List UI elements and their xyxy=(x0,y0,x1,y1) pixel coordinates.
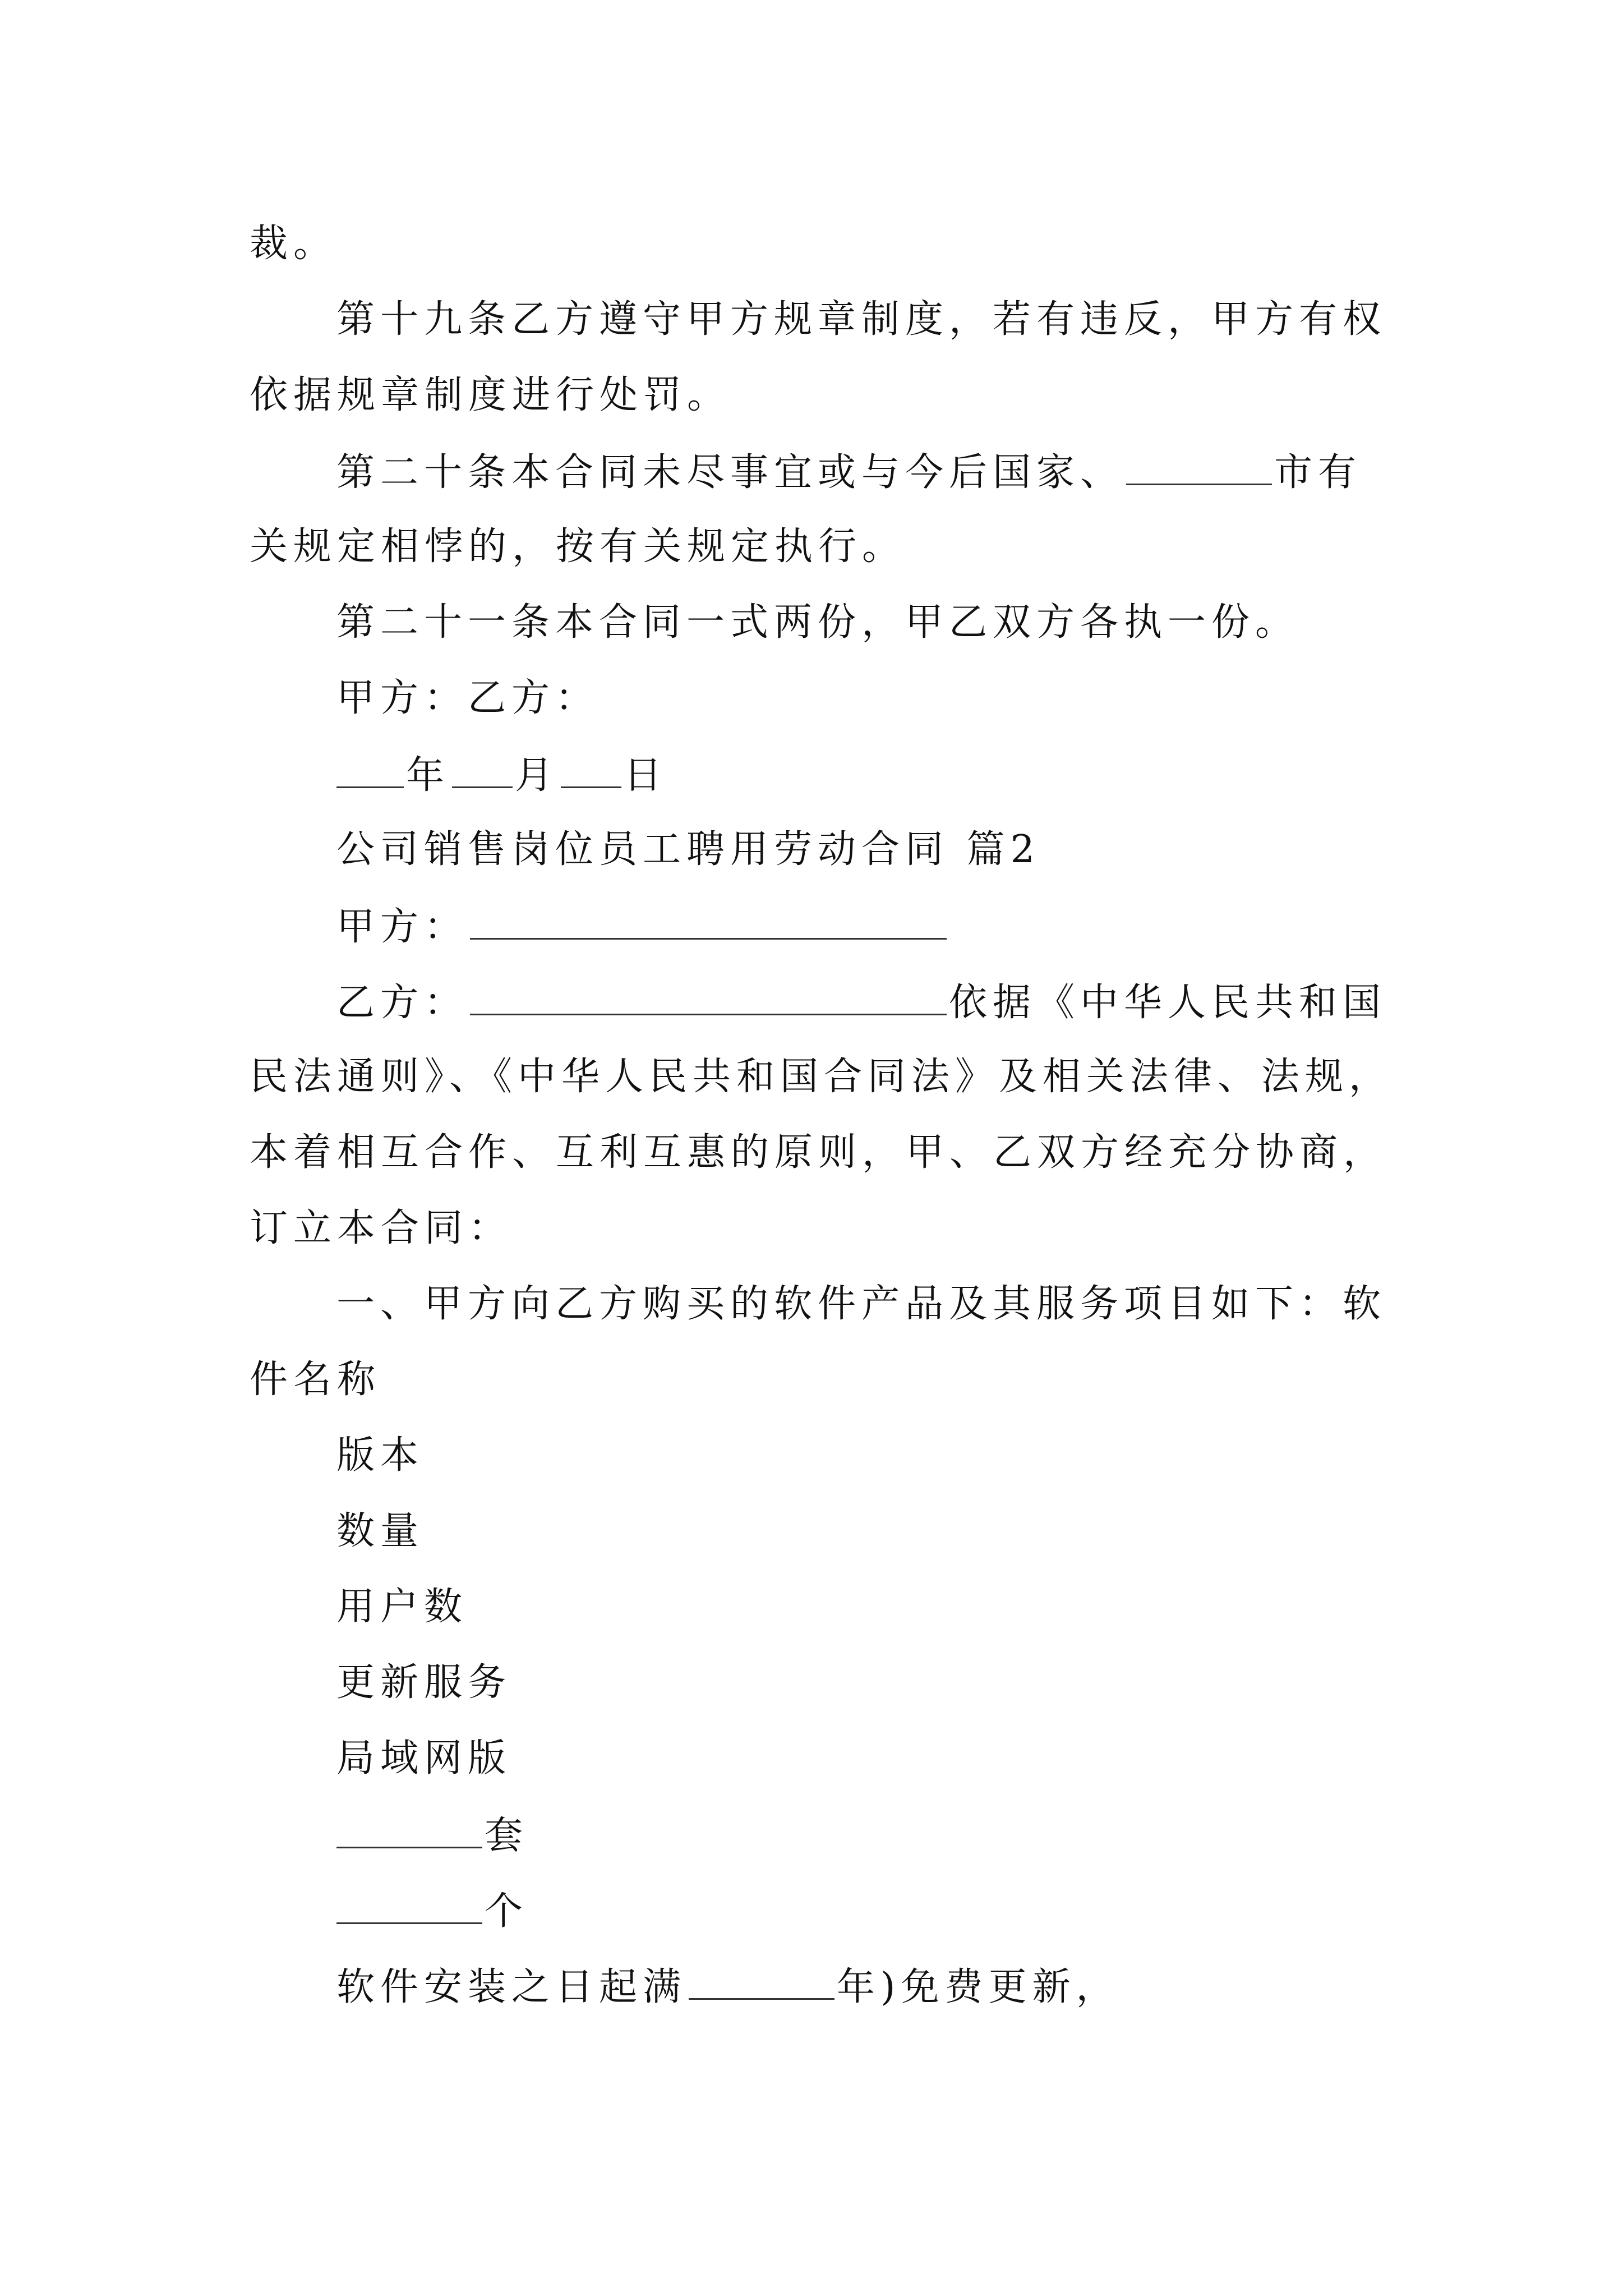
paragraph-line xyxy=(0,903,1623,948)
list-item xyxy=(0,1736,1623,1781)
list-item xyxy=(0,1660,1623,1705)
paragraph-line xyxy=(0,449,1623,494)
set-unit: 套 xyxy=(485,1814,529,1858)
party-a-field[interactable] xyxy=(470,903,947,940)
day-label: 日 xyxy=(624,753,668,798)
paragraph-line xyxy=(0,979,1623,1024)
text: 依据《中华人民共和国 xyxy=(949,981,1387,1025)
update-years-field[interactable] xyxy=(689,1963,834,2000)
text: 关规定相悖的，按有关规定执行。 xyxy=(250,524,906,569)
party-b-label: 乙方： xyxy=(336,981,468,1025)
blank-day-field[interactable] xyxy=(561,752,621,788)
lan-edition-label: 局域网版 xyxy=(336,1736,512,1780)
quantity-field[interactable] xyxy=(336,1812,482,1848)
user-unit: 个 xyxy=(485,1889,529,1934)
month-label: 月 xyxy=(515,753,559,798)
article-21-text: 第二十一条本合同一式两份，甲乙双方各执一份。 xyxy=(336,600,1299,645)
paragraph-line xyxy=(0,1206,1623,1251)
paragraph-line xyxy=(0,297,1623,342)
text: 依据规章制度进行处罚。 xyxy=(250,373,731,417)
blank-month-field[interactable] xyxy=(452,752,513,788)
clause-1-text: 一、甲方向乙方购买的软件产品及其服务项目如下：软 xyxy=(336,1282,1387,1326)
text: 民法通则》、《中华人民共和国合同法》及相关法律、法规， xyxy=(250,1055,1393,1099)
list-item xyxy=(0,1812,1623,1857)
text: 本着相互合作、互利互惠的原则，甲、乙双方经充分协商， xyxy=(250,1130,1387,1175)
paragraph-line xyxy=(0,1130,1623,1175)
blank-year-field[interactable] xyxy=(336,752,404,788)
paragraph-line xyxy=(0,1282,1623,1327)
contract-title: 公司销售岗位员工聘用劳动合同 篇2 xyxy=(336,827,1040,872)
article-20-text: 第二十条本合同未尽事宜或与今后国家、 xyxy=(336,450,1124,495)
paragraph-line xyxy=(0,1055,1623,1099)
paragraph-line xyxy=(0,524,1623,569)
blank-city-field[interactable] xyxy=(1126,449,1272,485)
section-heading xyxy=(0,827,1623,872)
user-count-field[interactable] xyxy=(336,1888,482,1924)
text: 裁。 xyxy=(250,222,338,266)
version-label: 版本 xyxy=(336,1433,425,1478)
paragraph-line xyxy=(0,600,1623,645)
list-item xyxy=(0,1888,1623,1932)
paragraph-line xyxy=(0,1358,1623,1402)
free-update-text: 年)免费更新， xyxy=(837,1965,1120,2009)
list-item xyxy=(0,1585,1623,1630)
update-service-label: 更新服务 xyxy=(336,1660,512,1705)
software-name-label: 件名称 xyxy=(250,1358,381,1402)
year-label: 年 xyxy=(406,753,450,798)
signature-parties-label: 甲方：乙方： xyxy=(336,676,600,720)
text: 市有 xyxy=(1274,450,1362,495)
list-item xyxy=(0,1509,1623,1554)
update-term-text: 软件安装之日起满 xyxy=(336,1965,687,2009)
date-line xyxy=(0,752,1623,797)
paragraph-line xyxy=(0,373,1623,418)
party-a-label: 甲方： xyxy=(336,905,468,949)
party-b-field[interactable] xyxy=(470,979,947,1015)
paragraph-line xyxy=(0,222,1623,266)
user-count-label: 用户数 xyxy=(336,1585,468,1629)
quantity-label: 数量 xyxy=(336,1509,425,1553)
article-19-text: 第十九条乙方遵守甲方规章制度，若有违反，甲方有权 xyxy=(336,297,1387,342)
list-item xyxy=(0,1433,1623,1478)
text: 订立本合同： xyxy=(250,1206,513,1250)
paragraph-line xyxy=(0,676,1623,721)
list-item xyxy=(0,1963,1623,2008)
